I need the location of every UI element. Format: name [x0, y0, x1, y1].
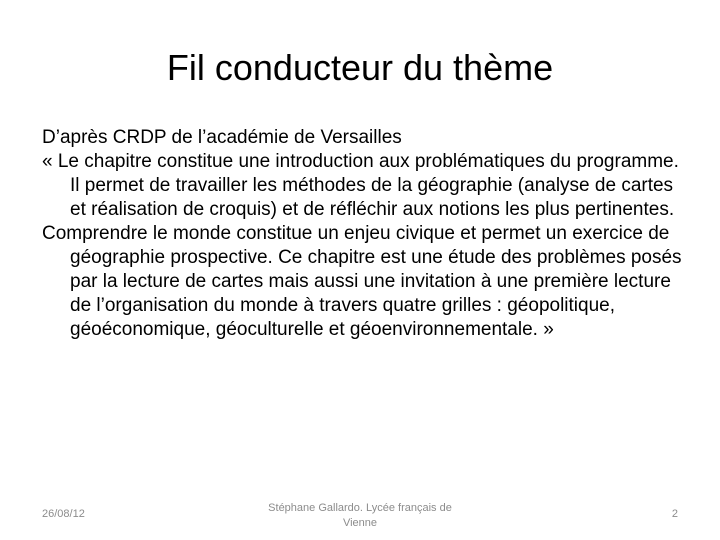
- footer-page-number: 2: [671, 508, 678, 520]
- body-paragraph-source: D’après CRDP de l’académie de Versailles: [42, 127, 402, 148]
- body-paragraph-comprendre: Comprendre le monde constitue un enjeu civique et permet un exercice de géographie prospective. Ce chapitre est une étude des problèmes posés par la lecture de cartes mais aussi une invitation à une première lecture de l’organisation du monde à travers quatre grilles : géopolitique, géoéconomique, géoculturelle et géoenvironnementale. »: [42, 223, 682, 340]
- footer-author: Stéphane Gallardo. Lycée français de Vienne: [268, 502, 452, 529]
- body-paragraph-quote: « Le chapitre constitue une introduction aux problématiques du programme. Il permet de travailler les méthodes de la géographie (analyse de cartes et réalisation de croquis) et de réfléchir aux notions les plus pertinentes.: [42, 151, 679, 220]
- footer-date: 26/08/12: [42, 508, 85, 520]
- slide-title: Fil conducteur du thème: [166, 47, 554, 88]
- slide-body: [42, 126, 682, 342]
